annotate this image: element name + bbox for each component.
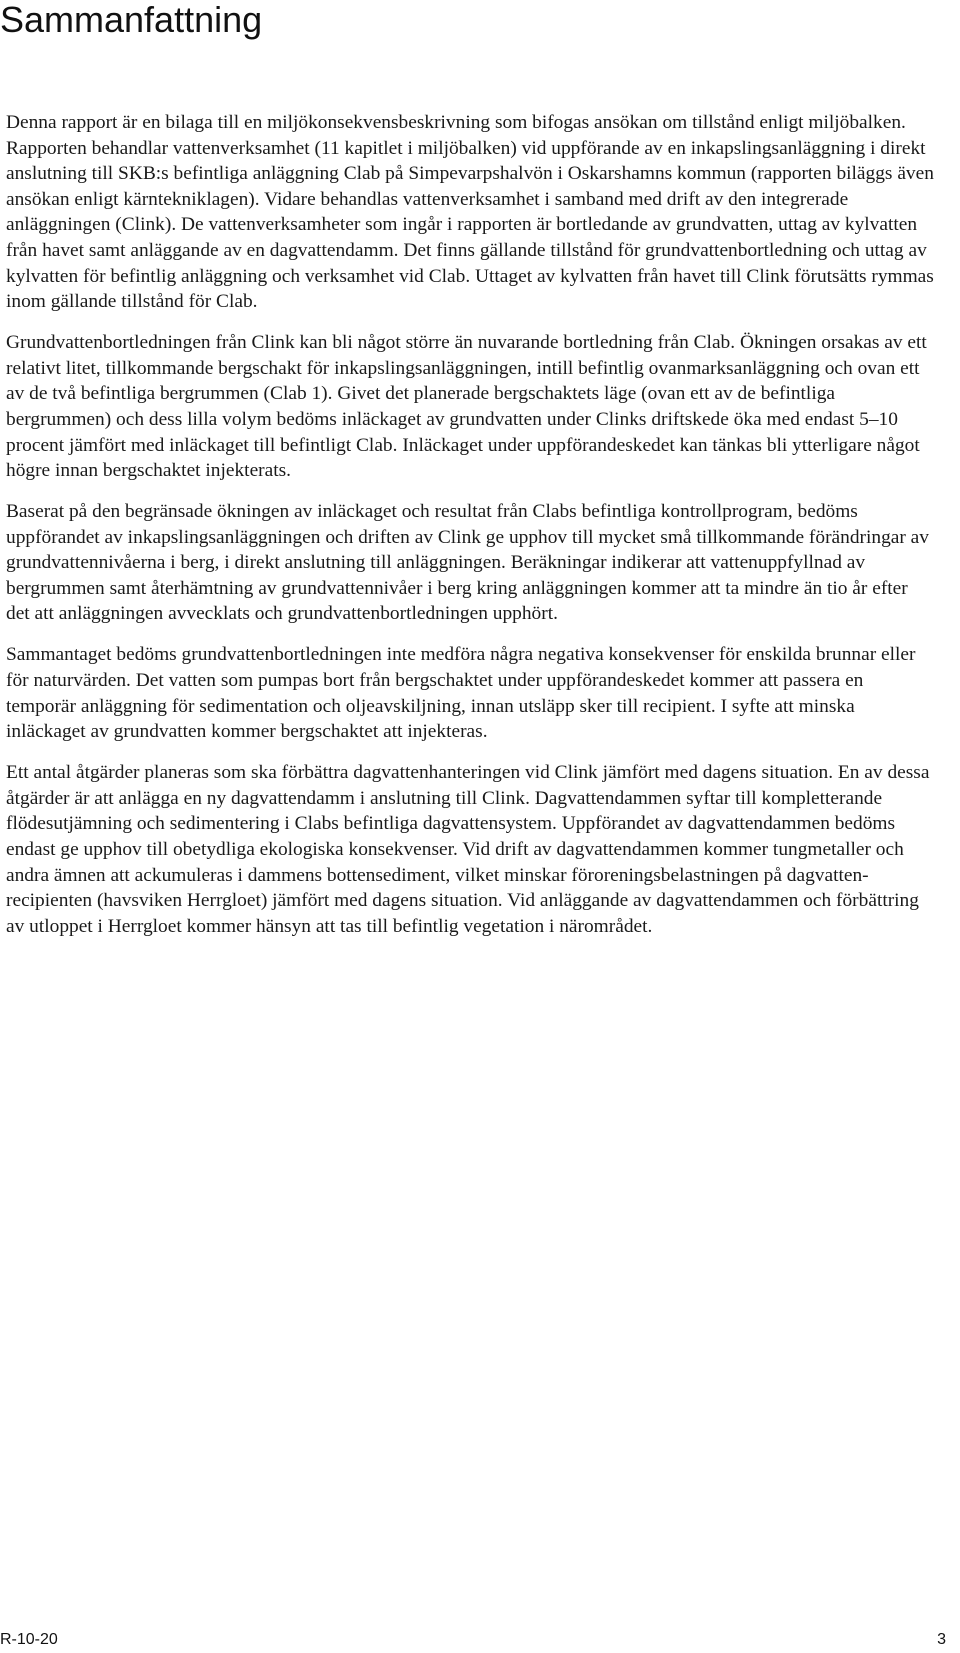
paragraph-groundwater-drainage: Grundvattenbortledningen från Clink kan bli något större än nuvarande bortledning från Clab. Ökningen orsakas av ett relativt litet, tillkommande bergschakt för inkapslingsanläggningen, intill befintlig ovanmarksanläggning och ovan ett av de två befintliga bergrummen (Clab 1). Givet det planerade bergschaktets läge (ovan ett av de befintliga bergrummen) och dess lilla volym bedöms inläckaget av grundvatten under Clinks driftskede öka med endast 5–10 procent jämfört med inläckaget till befintligt Clab. Inläckaget under uppförandeskedet kan tänkas bli ytterligare något högre innan bergschaktet injekterats.	[6, 332, 927, 482]
paragraph-groundwater-levels: Baserat på den begränsade ökningen av inläckaget och resultat från Clabs befintliga kontrollprogram, bedöms uppförandet av inkapslingsanläggningen och driften av Clink ge upphov till mycket små tillkommande förändringar av grundvattennivåerna i berg, i direkt anslutning till anläggningen. Beräkningar indikerar att vattenuppfyllnad av bergrummen samt återhämtning av grundvattennivåer i berg kring anläggningen kommer att ta mindre än tio år efter det att anläggningen avvecklats och grundvattenbortledningen upphört.	[6, 501, 929, 625]
paragraph-stormwater: Ett antal åtgärder planeras som ska förbättra dagvattenhanteringen vid Clink jämfört med dagens situation. En av dessa åtgärder är att anlägga en ny dagvattendamm i anslutning till Clink. Dagvattendammen syftar till kompletterande flödesutjämning och sedimentering i Clabs befintliga dagvattensystem. Uppförandet av dagvattendammen bedöms endast ge upphov till obetydliga ekologiska konsekvenser. Vid drift av dagvattendammen kommer tungmetaller och andra ämnen att ackumuleras i dammens bottensediment, vilket minskar föroreningsbelastningen på dagvattenrecipienten (havsviken Herrgloet) jämfört med dagens situation. Vid anläggande av dagvattendammen och förbättring av utloppet i Herrgloet kommer hänsyn att tas till befintlig vegetation i närområdet.	[6, 762, 930, 937]
page-title: Sammanfattning	[0, 0, 263, 40]
paragraph-consequences: Sammantaget bedöms grundvattenbortledningen inte medföra några negativa konsekvenser för enskilda brunnar eller för naturvärden. Det vatten som pumpas bort från bergschaktet under uppförandeskedet kommer att passera en temporär anläggning för sedimentation och oljeavskiljning, innan utsläpp sker till recipient. I syfte att minska inläckaget av grundvatten kommer bergschaktet att injekteras.	[6, 644, 916, 743]
page-number: 3	[937, 1631, 946, 1648]
document-body	[6, 110, 936, 955]
paragraph-intro: Denna rapport är en bilaga till en miljökonsekvensbeskrivning som bifogas ansökan om tillstånd enligt miljöbalken. Rapporten behandlar vattenverksamhet (11 kapitlet i miljöbalken) vid uppförande av en inkapslingsanläggning i direkt anslutning till SKB:s befintliga anläggning Clab på Simpevarpshalvön i Oskarshamns kommun (rapporten biläggs även ansökan enligt kärntekniklagen). Vidare behandlas vattenverksamhet i samband med drift av den integrerade anläggningen (Clink). De vattenverksamheter som ingår i rapporten är bortledande av grundvatten, uttag av kylvatten från havet samt anläggande av en dagvattendamm. Det finns gällande tillstånd för grundvattenbortledning och uttag av kylvatten för befintlig anläggning och verksamhet vid Clab. Uttaget av kylvatten från havet till Clink förutsätts rymmas inom gällande tillstånd för Clab.	[6, 112, 934, 313]
report-id: R-10-20	[0, 1631, 58, 1648]
